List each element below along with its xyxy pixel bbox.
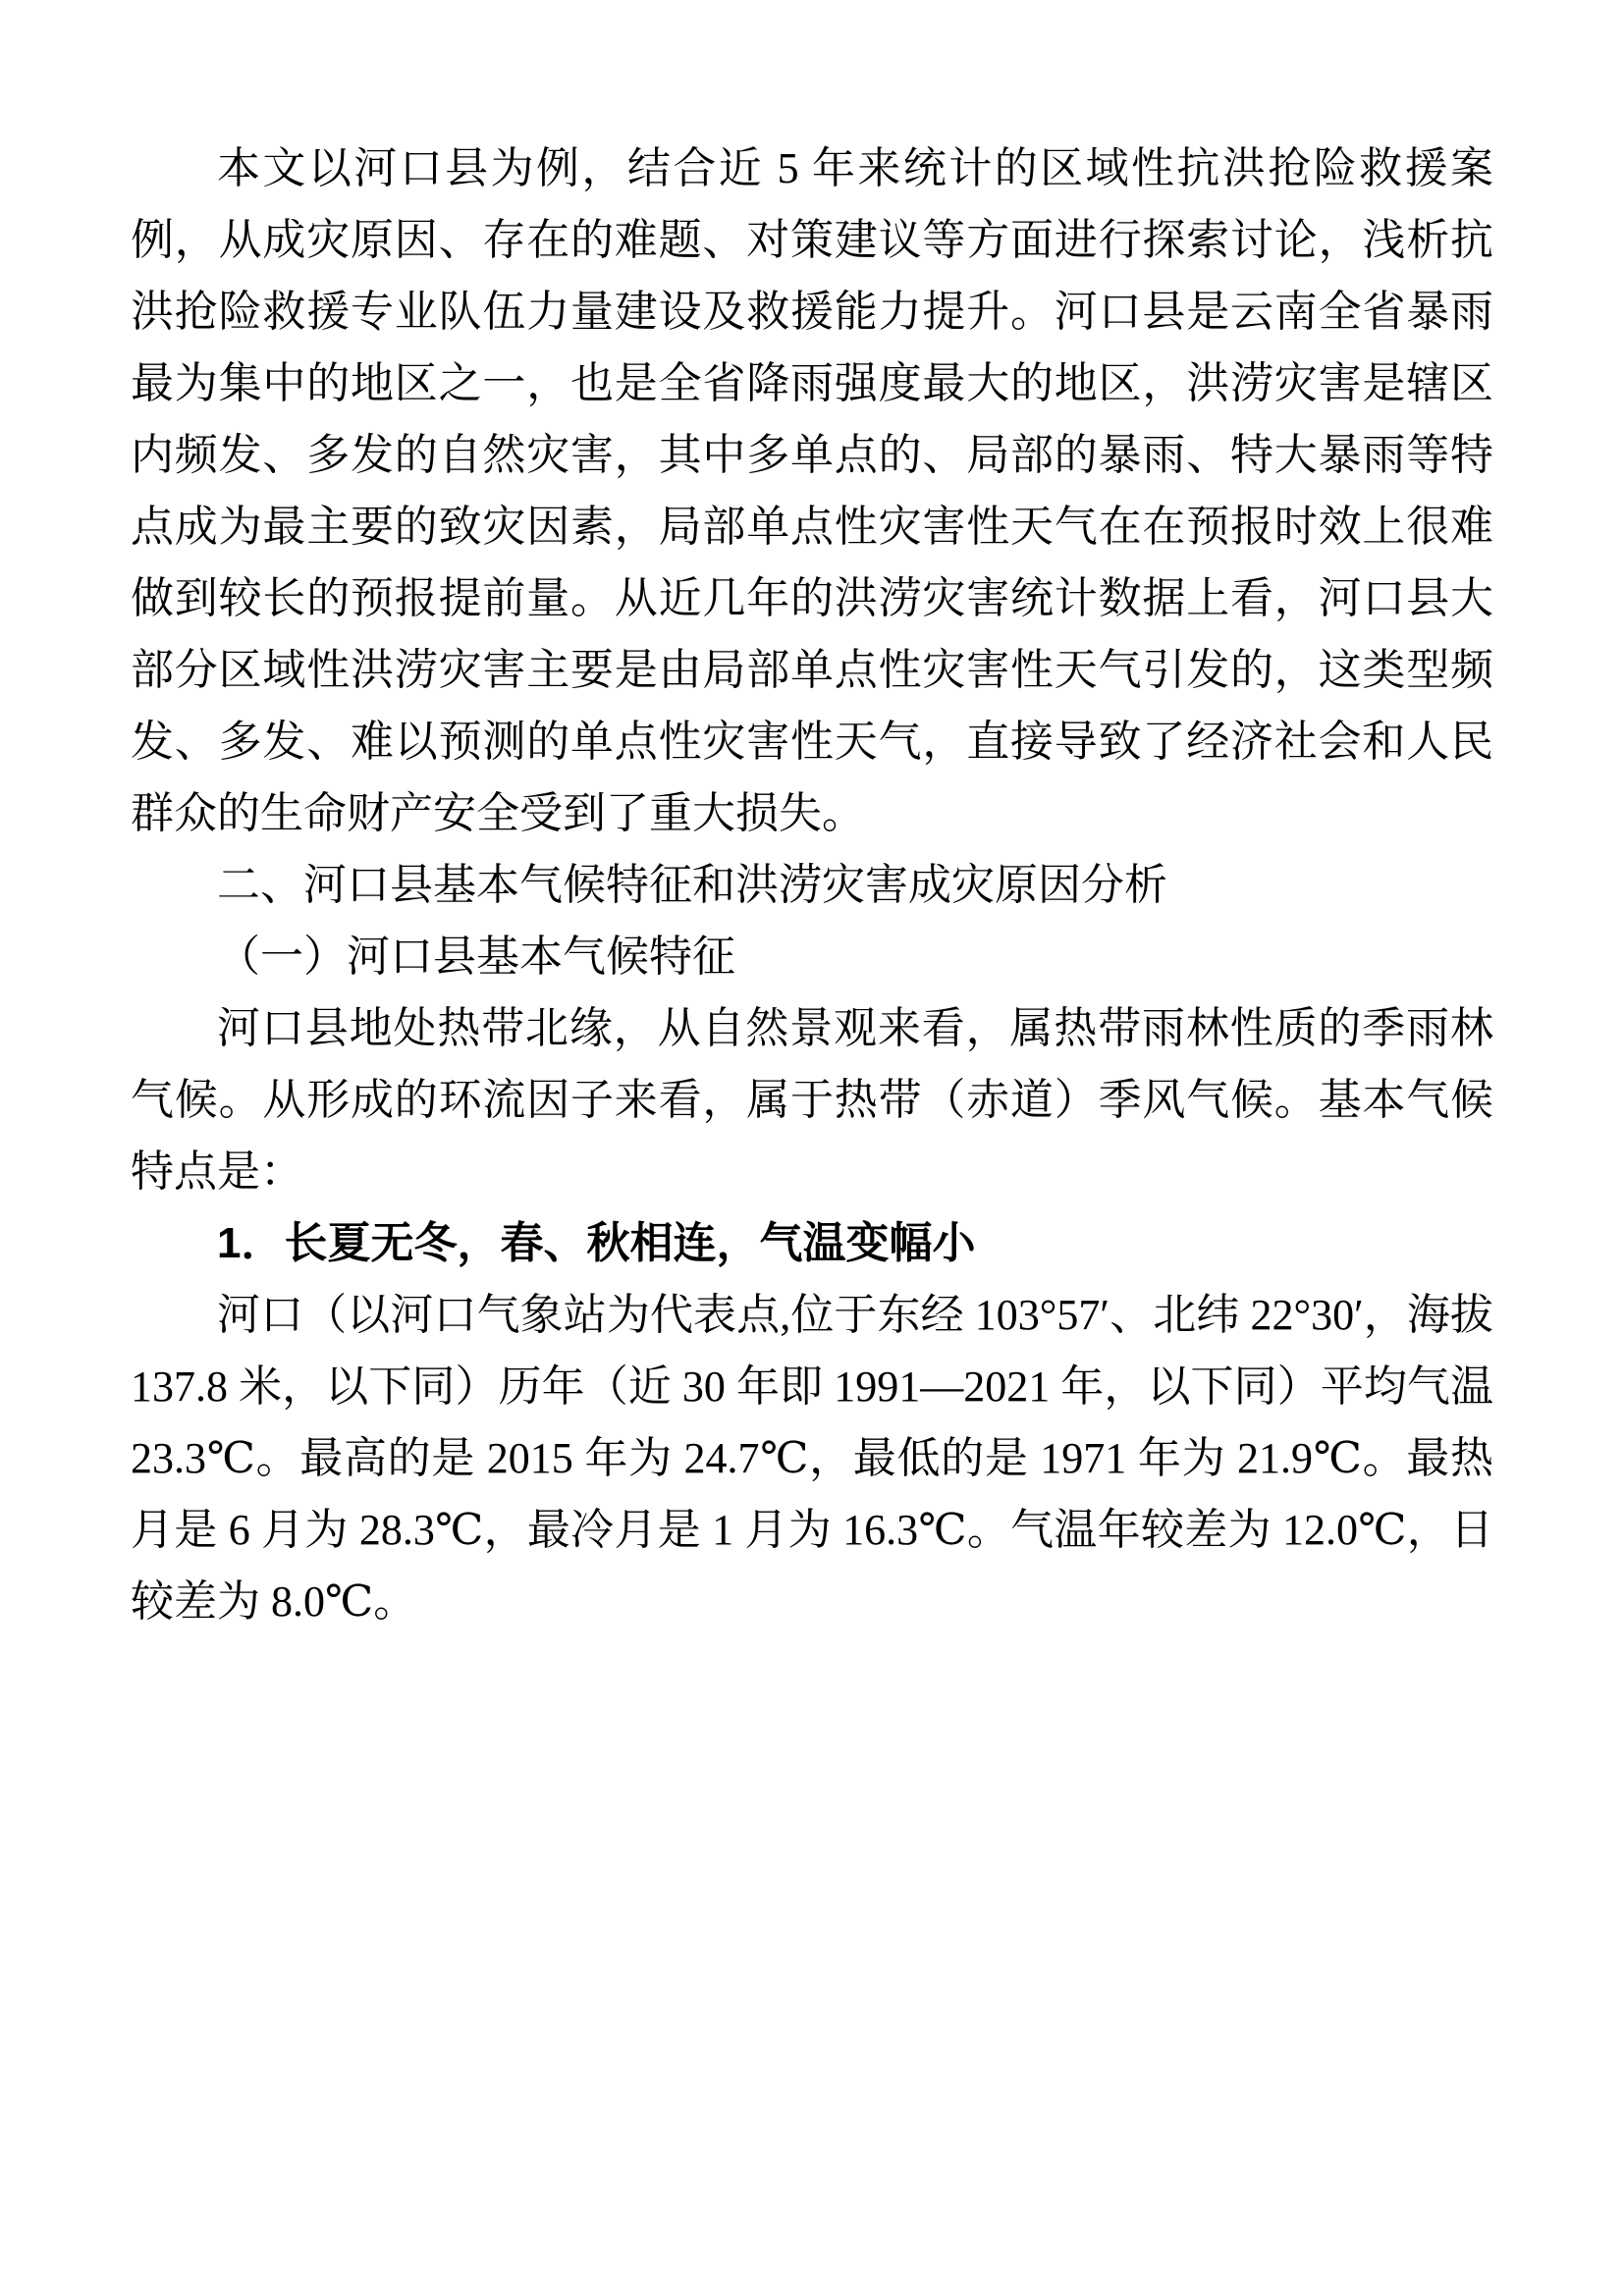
paragraph-climate-overview: 河口县地处热带北缘，从自然景观来看，属热带雨林性质的季雨林气候。从形成的环流因子来看，属于热带（赤道）季风气候。基本气候特点是： <box>131 1004 1493 1196</box>
paragraph-intro: 本文以河口县为例，结合近 5 年来统计的区域性抗洪抢险救援案例，从成灾原因、存在的难题、对策建议等方面进行探索讨论，浅析抗洪抢险救援专业队伍力量建设及救援能力提升。河口县是云南全省暴雨最为集中的地区之一，也是全省降雨强度最大的地区，洪涝灾害是辖区内频发、多发的自然灾害，其中多单点的、局部的暴雨、特大暴雨等特点成为最主要的致灾因素，局部单点性灾害性天气在在预报时效上很难做到较长的预报提前量。从近几年的洪涝灾害统计数据上看，河口县大部分区域性洪涝灾害主要是由局部单点性灾害性天气引发的，这类型频发、多发、难以预测的单点性灾害性天气，直接导致了经济社会和人民群众的生命财产安全受到了重大损失。 <box>131 144 1493 837</box>
numbered-heading-1: 1．长夏无冬，春、秋相连，气温变幅小 <box>217 1219 976 1267</box>
paragraph-temperature-stats: 河口（以河口气象站为代表点,位于东经 103°57′、北纬 22°30′，海拔 137.8 米，以下同）历年（近 30 年即 1991—2021 年，以下同）平均气温 23.3℃。最高的是 2015 年为 24.7℃，最低的是 1971 年为 21.9℃。最热月是 6 月为 28.3℃，最冷月是 1 月为 16.3℃。气温年较差为 12.0℃，日较差为 8.0℃。 <box>131 1291 1493 1626</box>
subsection-heading-1: （一）河口县基本气候特征 <box>217 933 735 981</box>
section-heading-2: 二、河口县基本气候特征和洪涝灾害成灾原因分析 <box>217 861 1167 909</box>
